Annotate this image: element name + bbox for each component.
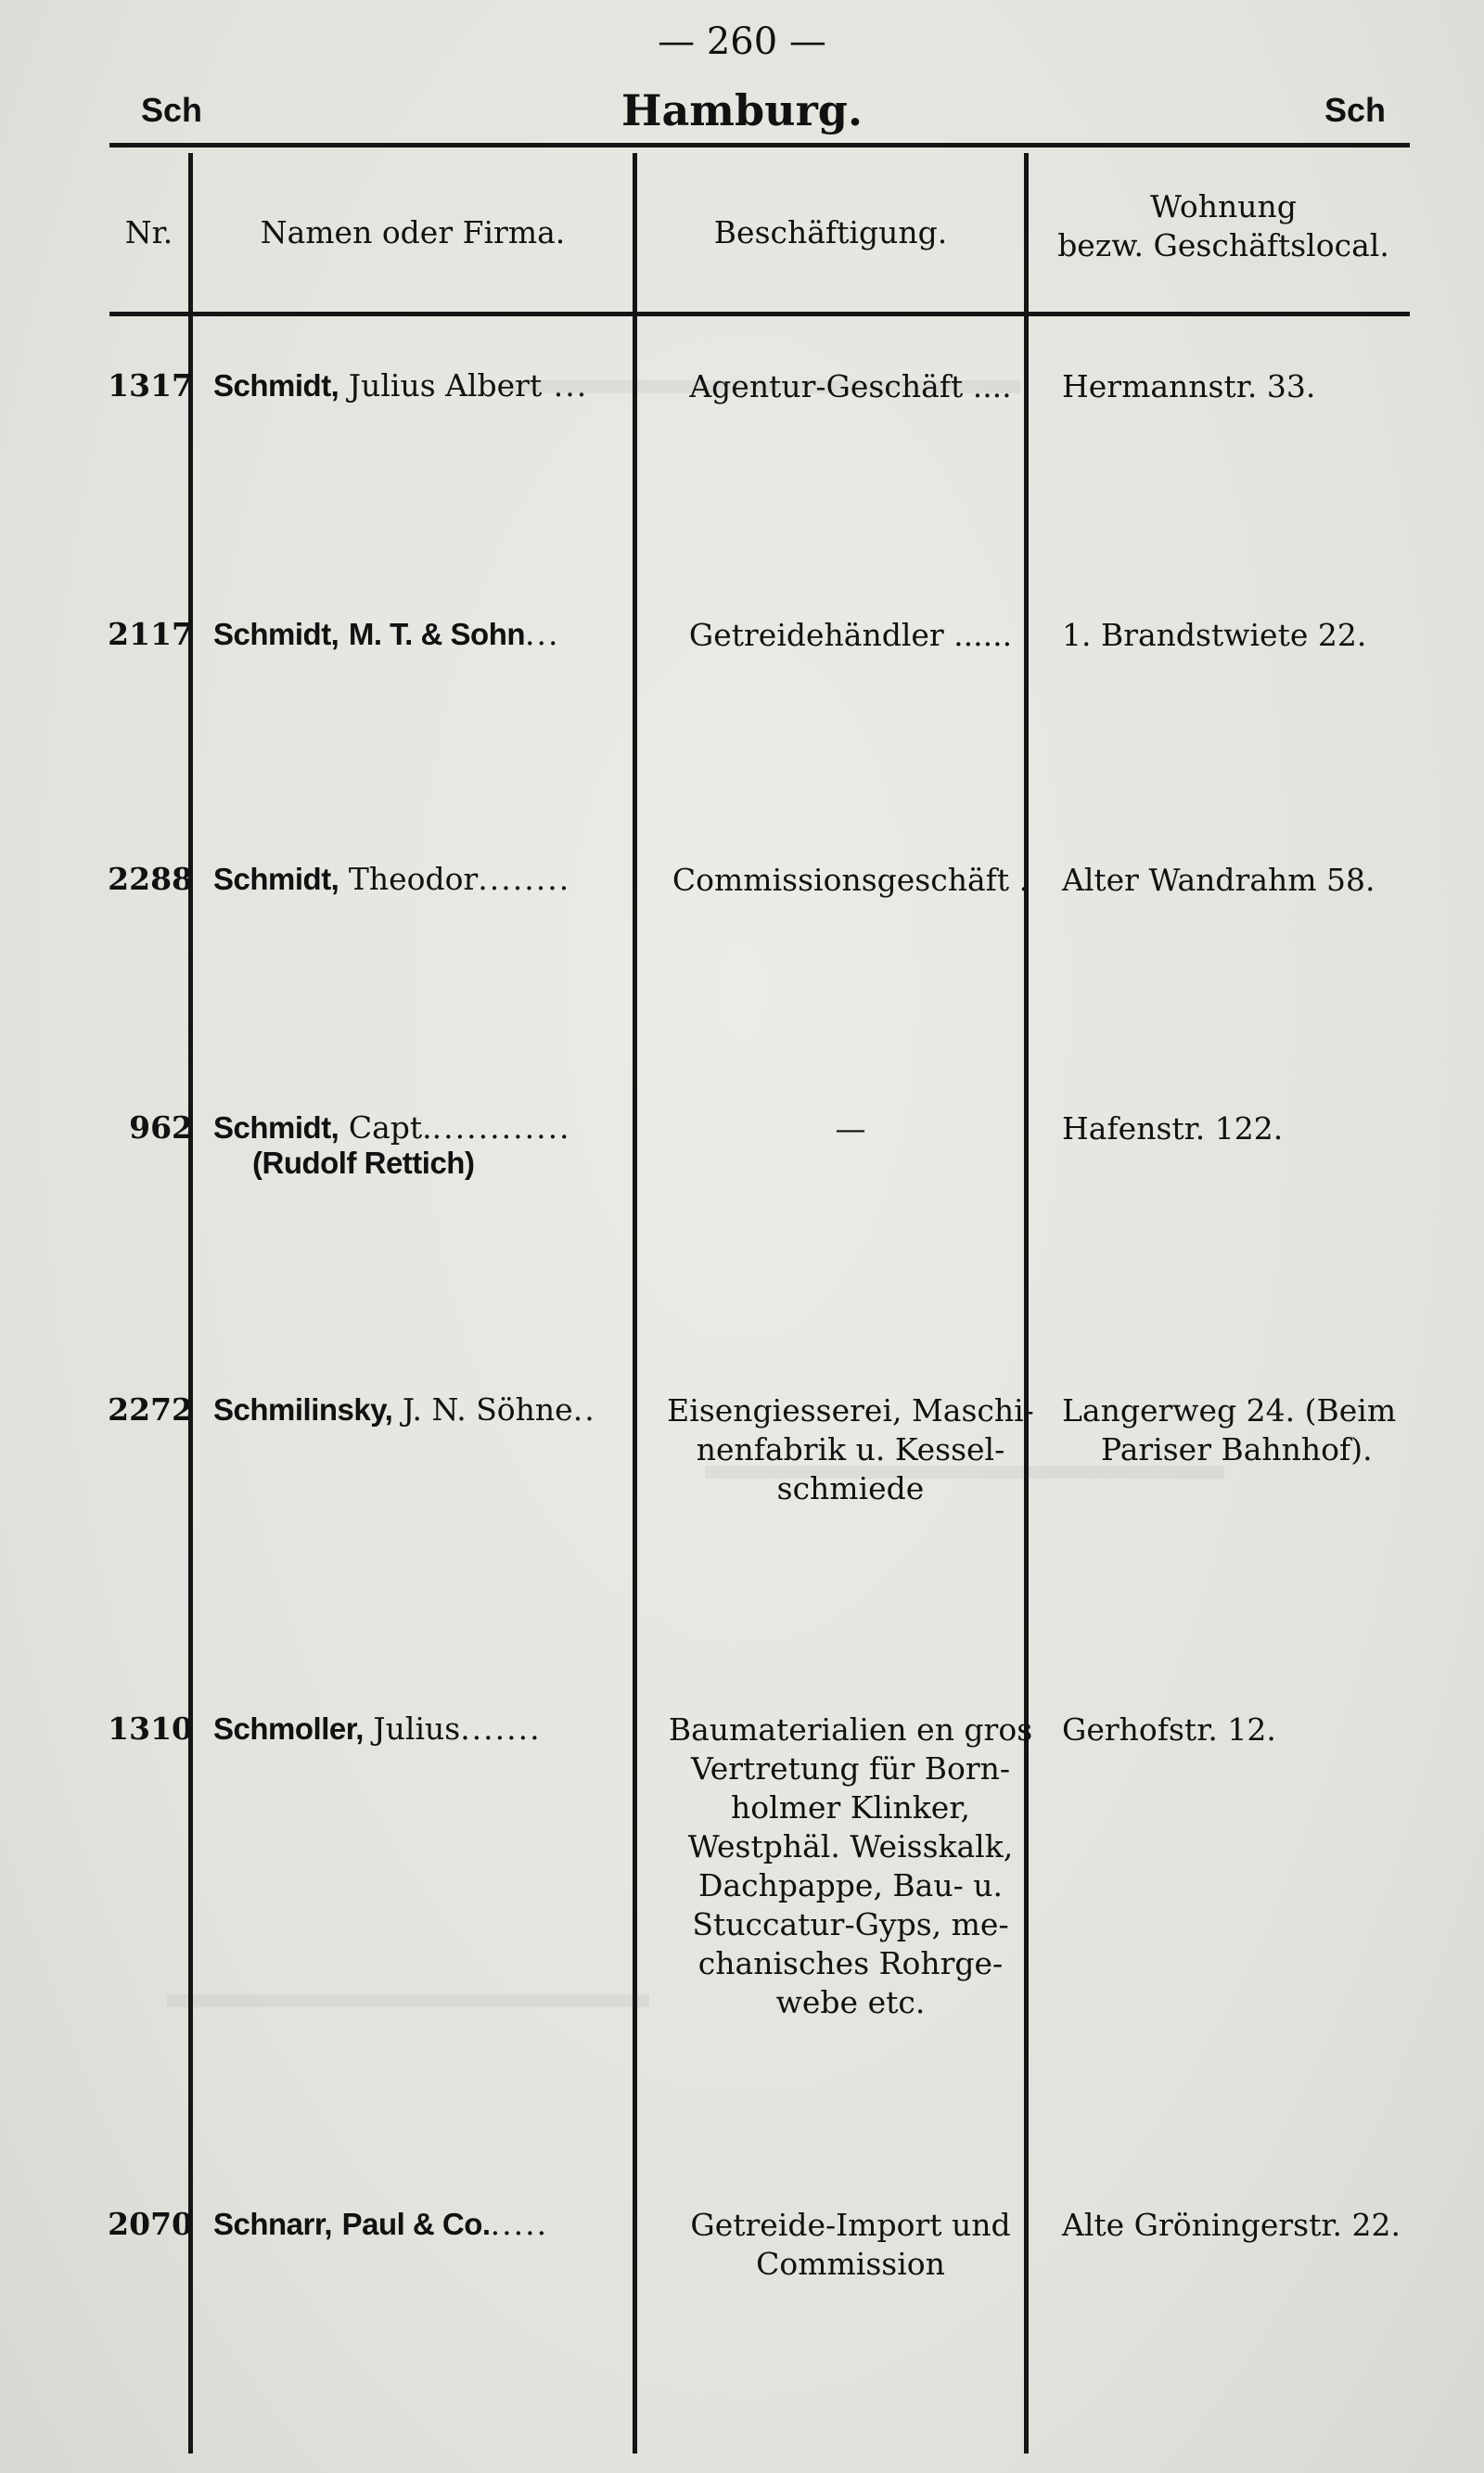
occupation-line: — — [835, 1110, 866, 1147]
address-line: Langerweg 24. (Beim — [1062, 1392, 1397, 1429]
entry-number: 2070 — [108, 2206, 193, 2242]
entry-number: 1317 — [108, 367, 193, 404]
entry-surname: Schmidt, — [213, 1110, 339, 1145]
occupation-line: nenfabrik u. Kessel- — [696, 1431, 1005, 1467]
entry-occupation — [660, 2206, 1041, 2284]
entry-name — [213, 1391, 631, 1428]
occupation-line: Commissionsgeschäft . — [672, 862, 1030, 898]
column-divider — [633, 153, 637, 2454]
entry-surname: Schmilinsky, — [213, 1392, 393, 1427]
occupation-line: Eisengiesserei, Maschi- — [667, 1392, 1034, 1429]
entry-address — [1062, 1711, 1452, 1749]
entry-surname: Schnarr, — [213, 2207, 333, 2241]
entry-given-name: Julius Albert — [348, 367, 543, 404]
column-header-address-line: bezw. Geschäftslocal. — [1057, 227, 1389, 263]
entry-number: 962 — [129, 1109, 193, 1146]
occupation-line: chanisches Rohrge- — [697, 1945, 1004, 1981]
entry-number: 1310 — [108, 1711, 193, 1747]
entry-occupation — [660, 1109, 1041, 1148]
entry-given-name: Julius — [373, 1711, 461, 1747]
leader-dots: ....... — [460, 1711, 542, 1747]
column-header-address — [1029, 187, 1418, 265]
section-marker-left: Sch — [141, 91, 203, 129]
entry-name — [213, 2206, 631, 2242]
address-line: Alter Wandrahm 58. — [1062, 862, 1375, 898]
entry-name — [213, 1109, 631, 1181]
entry-number: 2288 — [108, 861, 193, 897]
address-line: Gerhofstr. 12. — [1062, 1711, 1276, 1748]
page-title: Hamburg. — [621, 85, 863, 135]
entry-occupation — [660, 861, 1041, 900]
header-rule-top — [109, 143, 1410, 147]
entry-address — [1062, 367, 1452, 406]
leader-dots: .. — [572, 1391, 596, 1428]
column-header-name: Namen oder Firma. — [260, 214, 566, 250]
address-line: Hafenstr. 122. — [1062, 1110, 1284, 1147]
occupation-line: Agentur-Geschäft .... — [689, 368, 1012, 404]
entry-address — [1062, 2206, 1452, 2245]
occupation-line: Getreidehändler ...... — [688, 617, 1013, 653]
entry-surname: Schmidt, — [213, 368, 339, 403]
entry-name — [213, 861, 631, 897]
entry-address — [1062, 1391, 1452, 1469]
entry-occupation — [660, 367, 1041, 406]
section-marker-right: Sch — [1324, 91, 1387, 129]
entry-given-name: Capt. — [348, 1109, 432, 1146]
column-header-address-line: Wohnung — [1150, 188, 1297, 224]
occupation-line: Commission — [756, 2246, 945, 2282]
column-header-nr: Nr. — [124, 214, 173, 250]
occupation-line: Baumaterialien en gros — [668, 1711, 1033, 1748]
entry-address — [1062, 1109, 1452, 1148]
entry-surname: Schmoller, — [213, 1711, 364, 1746]
occupation-line: Westphäl. Weisskalk, — [687, 1828, 1014, 1864]
occupation-line: Getreide-Import und — [690, 2207, 1011, 2243]
occupation-line: webe etc. — [775, 1984, 926, 2020]
address-line: Alte Gröningerstr. 22. — [1062, 2207, 1401, 2243]
leader-dots: ........ — [478, 861, 571, 897]
entry-given-name: M. T. & Sohn — [348, 617, 526, 651]
occupation-line: holmer Klinker, — [731, 1789, 970, 1826]
entry-occupation — [660, 616, 1041, 655]
entry-name — [213, 367, 631, 404]
leader-dots: ..... — [490, 2206, 549, 2242]
column-divider — [188, 153, 193, 2454]
occupation-line: Dachpappe, Bau- u. — [698, 1867, 1003, 1903]
address-line: Pariser Bahnhof). — [1101, 1431, 1373, 1467]
column-divider — [1024, 153, 1029, 2454]
column-header-occupation: Beschäftigung. — [713, 214, 948, 250]
occupation-line: Vertretung für Born- — [690, 1750, 1011, 1787]
occupation-line: schmiede — [776, 1470, 925, 1506]
entry-occupation — [660, 1391, 1041, 1508]
leader-dots: ............ — [431, 1109, 571, 1146]
occupation-line: Stuccatur-Gyps, me- — [692, 1906, 1009, 1942]
entry-address — [1062, 616, 1452, 655]
entry-surname: Schmidt, — [213, 862, 339, 896]
entry-name — [213, 1711, 631, 1747]
entry-given-name: J. N. Söhne — [402, 1391, 573, 1428]
header-rule-bottom — [109, 312, 1410, 316]
leader-dots: ... — [542, 367, 589, 404]
entry-given-name: Theodor — [348, 861, 479, 897]
entry-name-sub: (Rudolf Rettich) — [252, 1146, 475, 1180]
entry-given-name: Paul & Co. — [341, 2207, 491, 2241]
page-number: — 260 — — [658, 20, 826, 63]
address-line: 1. Brandstwiete 22. — [1062, 617, 1367, 653]
entry-number: 2272 — [108, 1391, 193, 1428]
entry-number: 2117 — [108, 616, 193, 652]
address-line: Hermannstr. 33. — [1062, 368, 1316, 404]
bleed-through-mark — [167, 1994, 649, 2007]
entry-surname: Schmidt, — [213, 617, 339, 651]
leader-dots: ... — [525, 616, 560, 652]
entry-address — [1062, 861, 1452, 900]
entry-occupation — [660, 1711, 1041, 2022]
entry-name — [213, 616, 631, 652]
